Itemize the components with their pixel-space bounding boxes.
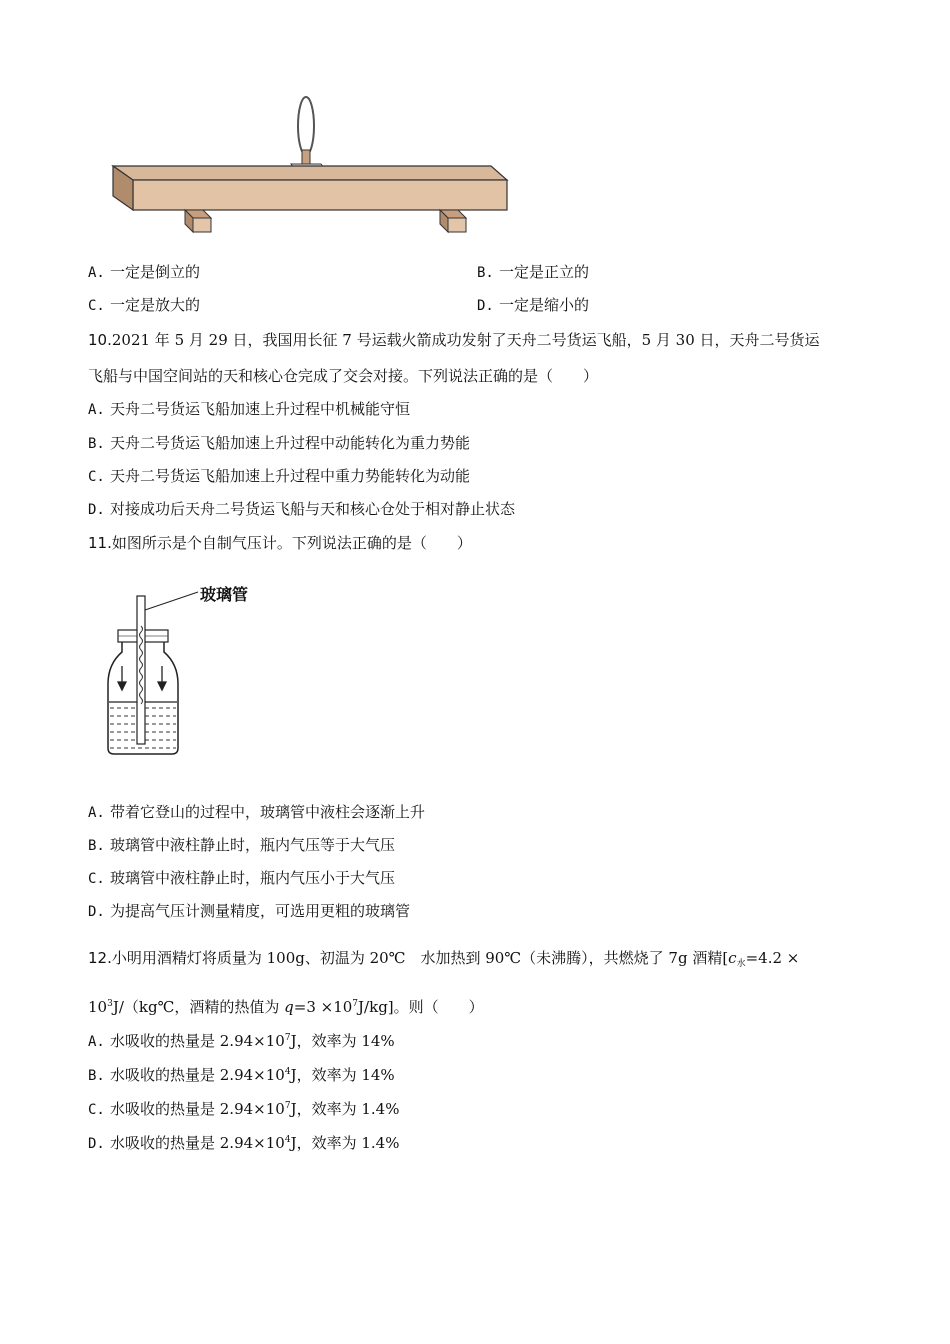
option-text: 玻璃管中液柱静止时，瓶内气压等于大气压	[110, 836, 396, 854]
option-text: 玻璃管中液柱静止时，瓶内气压小于大气压	[110, 869, 396, 887]
option-letter: C.	[88, 1102, 105, 1118]
option-letter: A.	[88, 1034, 105, 1050]
question-number: 10.	[88, 331, 112, 349]
option-letter: C.	[88, 871, 105, 887]
q-symbol: q	[284, 998, 294, 1016]
option-post: J，效率为 1.4%	[290, 1100, 400, 1118]
option-pre: 水吸收的热量是 2.94×10	[110, 1134, 285, 1152]
q11-option-a	[88, 802, 425, 823]
q10-option-b	[88, 433, 470, 454]
c-value: =4.2 ×	[745, 949, 800, 967]
option-text: 对接成功后天舟二号货运飞船与天和核心仓处于相对静止状态	[110, 500, 516, 518]
option-pre: 水吸收的热量是 2.94×10	[110, 1066, 285, 1084]
option-exponent: 7	[284, 1101, 291, 1111]
option-letter: D.	[477, 298, 494, 314]
q11-stem	[88, 533, 472, 553]
option-text: 天舟二号货运飞船加速上升过程中动能转化为重力势能	[110, 434, 471, 452]
option-post: J，效率为 14%	[290, 1066, 395, 1084]
q12-option-d	[88, 1133, 399, 1154]
option-letter: C.	[88, 469, 105, 485]
q10-stem-text: 2021 年 5 月 29 日，我国用长征 7 号运载火箭成功发射了天舟二号货运飞船，5 月 30 日，天舟二号货运	[111, 331, 820, 349]
q9-option-b	[477, 262, 589, 283]
option-letter: D.	[88, 502, 105, 518]
question-number: 11.	[88, 534, 112, 552]
q10-option-a	[88, 399, 410, 420]
option-text: 为提高气压计测量精度，可选用更粗的玻璃管	[110, 902, 411, 920]
q10-stem-line2: 飞船与中国空间站的天和核心仓完成了交会对接。下列说法正确的是（ ）	[88, 367, 599, 385]
option-pre: 水吸收的热量是 2.94×10	[110, 1032, 285, 1050]
option-exponent: 7	[284, 1033, 291, 1043]
question-number: 12.	[88, 949, 112, 967]
option-letter: C.	[88, 298, 105, 314]
option-letter: D.	[88, 1136, 105, 1152]
q10-option-d	[88, 499, 515, 520]
q-unit: J/kg]。则（ ）	[358, 998, 484, 1016]
option-letter: A.	[88, 265, 105, 281]
line2-rest: J/（kg℃，酒精的热值为	[112, 998, 285, 1016]
q9-option-c	[88, 295, 200, 316]
q12-option-a	[88, 1031, 395, 1052]
option-letter: D.	[88, 904, 105, 920]
q-value: =3 ×10	[293, 998, 353, 1016]
q9-option-d	[477, 295, 589, 316]
option-letter: B.	[88, 1068, 105, 1084]
line2-base: 10	[88, 998, 108, 1016]
option-post: J，效率为 14%	[290, 1032, 395, 1050]
q10-stem-line1	[88, 330, 820, 350]
q12-option-b	[88, 1065, 395, 1086]
c-symbol: c	[728, 949, 737, 967]
q11-stem-text: 如图所示是个自制气压计。下列说法正确的是（ ）	[111, 534, 472, 552]
option-text: 天舟二号货运飞船加速上升过程中机械能守恒	[110, 400, 411, 418]
option-letter: B.	[477, 265, 494, 281]
q11-option-c	[88, 868, 395, 889]
option-text: 一定是倒立的	[110, 263, 201, 281]
q-exponent: 7	[352, 999, 359, 1009]
q12-stem-line2	[88, 997, 484, 1017]
option-exponent: 4	[284, 1135, 291, 1145]
lens-bench-figure	[105, 92, 515, 240]
q12-stem-text: 小明用酒精灯将质量为 100g、初温为 20℃ 水加热到 90℃（未沸腾），共燃烧了 7g 酒精[	[111, 949, 729, 967]
c-subscript: 水	[736, 959, 746, 969]
option-post: J，效率为 1.4%	[290, 1134, 400, 1152]
barometer-figure	[100, 578, 280, 760]
option-text: 一定是缩小的	[499, 296, 590, 314]
q12-option-c	[88, 1099, 399, 1120]
option-text: 带着它登山的过程中，玻璃管中液柱会逐渐上升	[110, 803, 426, 821]
option-text: 一定是正立的	[499, 263, 590, 281]
q11-option-d	[88, 901, 410, 922]
option-text: 天舟二号货运飞船加速上升过程中重力势能转化为动能	[110, 467, 471, 485]
option-letter: B.	[88, 838, 105, 854]
q12-stem-line1	[88, 948, 799, 968]
glass-tube-label: 玻璃管	[200, 585, 249, 604]
option-letter: A.	[88, 402, 105, 418]
q9-option-a	[88, 262, 200, 283]
q10-option-c	[88, 466, 470, 487]
option-text: 一定是放大的	[110, 296, 201, 314]
q11-option-b	[88, 835, 395, 856]
option-pre: 水吸收的热量是 2.94×10	[110, 1100, 285, 1118]
option-exponent: 4	[284, 1067, 291, 1077]
line2-exponent: 3	[107, 999, 113, 1009]
option-letter: A.	[88, 805, 105, 821]
option-letter: B.	[88, 436, 105, 452]
